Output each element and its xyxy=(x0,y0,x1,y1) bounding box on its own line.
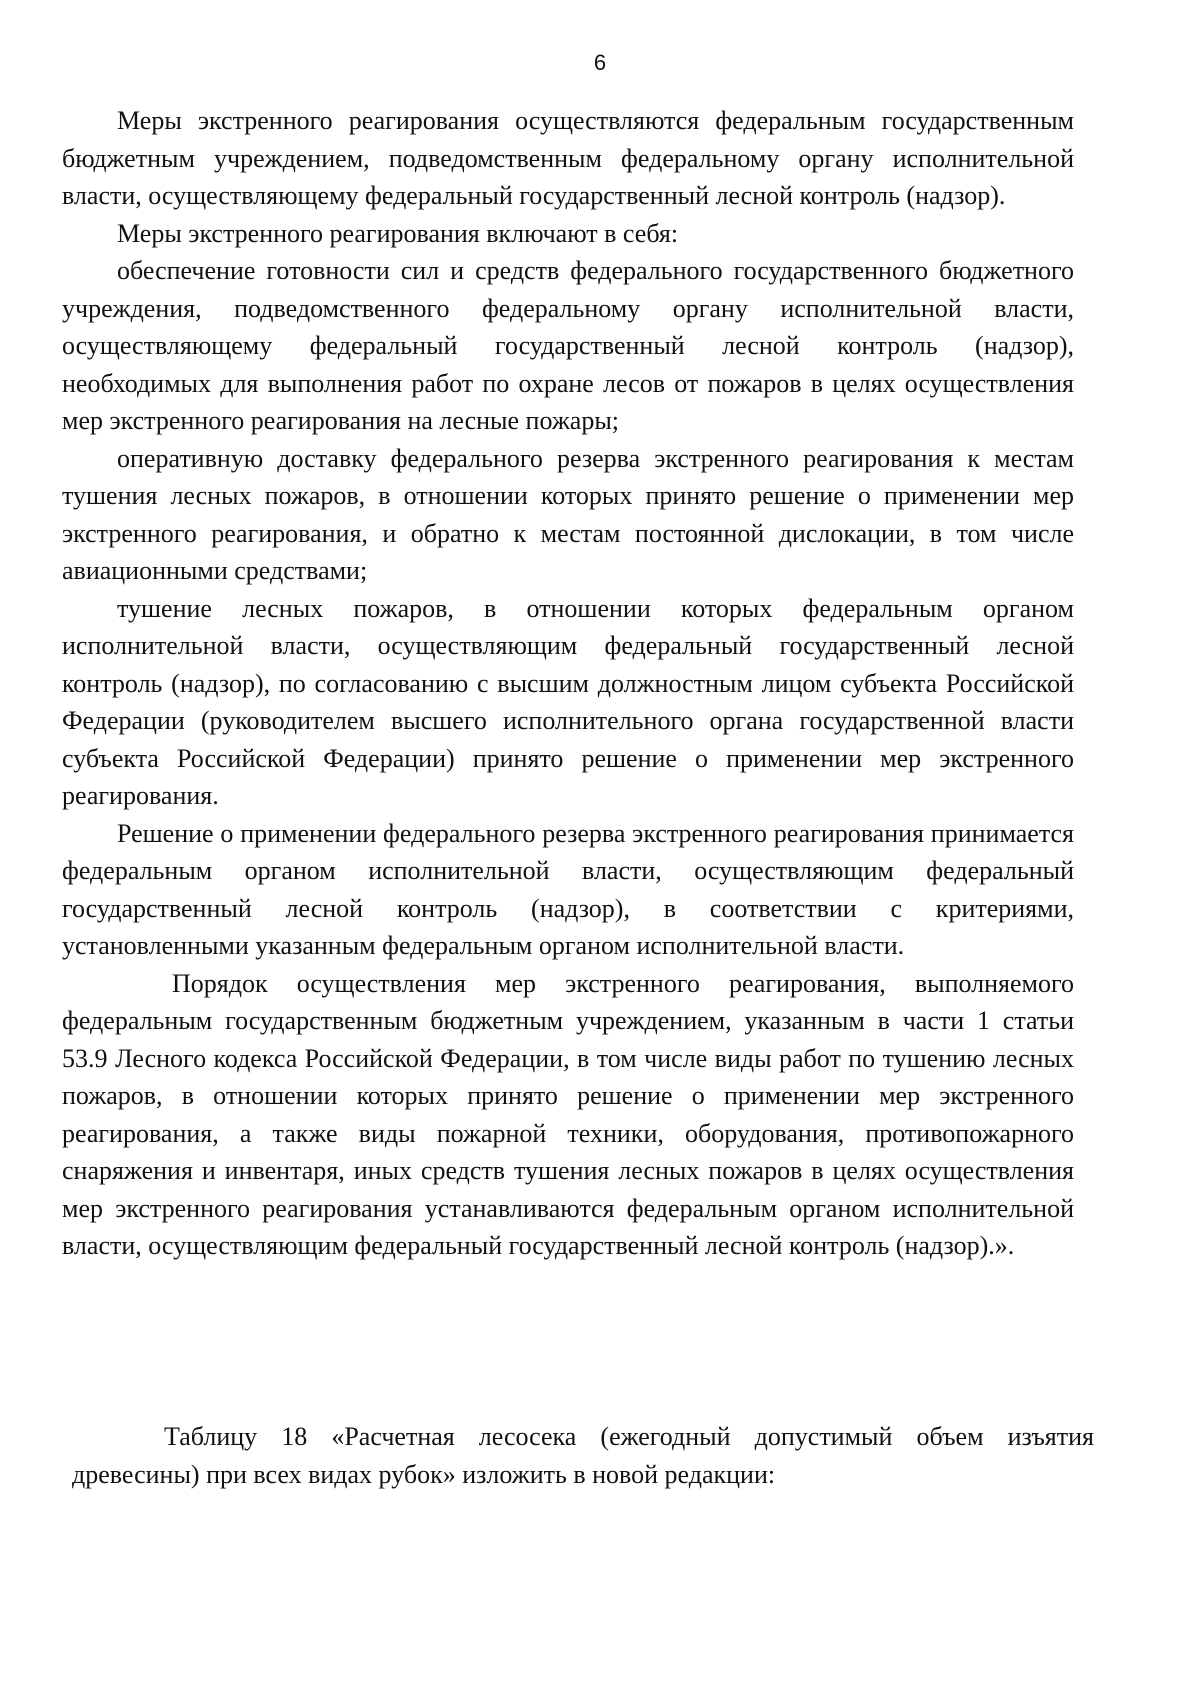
paragraph-reserve-decision: Решение о применении федерального резерва экстренного реагирования принимается федеральным органом исполнительной власти, осуществляющим федеральный государственный лесной контроль (надзор), в соответствии с критериями, установленными указанным федеральным органом исполнительной власти. xyxy=(62,818,1074,960)
table-18-intro-text: Таблицу 18 «Расчетная лесосека (ежегодный допустимый объем изъятия древесины) при всех видах рубок» изложить в новой редакции: xyxy=(72,1422,1094,1489)
paragraph-measures-include: Меры экстренного реагирования включают в себя: xyxy=(117,218,679,248)
paragraph-procedure: Порядок осуществления мер экстренного реагирования, выполняемого федеральным государственным бюджетным учреждением, указанным в части 1 статьи 53.9 Лесного кодекса Российской Федерации, в том числе виды работ по тушению лесных пожаров, в отношении которых принято решение о применении мер экстренного реагирования, а также виды пожарной техники, оборудования, противопожарного снаряжения и инвентаря, иных средств тушения лесных пожаров в целях осуществления мер экстренного реагирования устанавливаются федеральным органом исполнительной власти, осуществляющим федеральный государственный лесной контроль (надзор).». xyxy=(62,968,1074,1260)
paragraph-fire-suppression: тушение лесных пожаров, в отношении которых федеральным органом исполнительной власти, осуществляющим федеральный государственный лесной контроль (надзор), по согласованию с высшим должностным лицом субъекта Российской Федерации (руководителем высшего исполнительного органа государственной власти субъекта Российской Федерации) принято решение о применении мер экстренного реагирования. xyxy=(62,593,1074,810)
paragraph-emergency-measures-executor: Меры экстренного реагирования осуществляются федеральным государственным бюджетным учреждением, подведомственным федеральному органу исполнительной власти, осуществляющему федеральный государственный лесной контроль (надзор). xyxy=(62,106,1074,210)
paragraph-reserve-delivery: оперативную доставку федерального резерва экстренного реагирования к местам тушения лесных пожаров, в отношении которых принято решение о применении мер экстренного реагирования, и обратно к местам постоянной дислокации, в том числе авиационными средствами; xyxy=(62,443,1074,585)
table-18-intro xyxy=(72,1418,1094,1493)
paragraph-readiness-of-forces: обеспечение готовности сил и средств федерального государственного бюджетного учреждения, подведомственного федеральному органу исполнительной власти, осуществляющему федеральный государственный лесной контроль (надзор), необходимых для выполнения работ по охране лесов от пожаров в целях осуществления мер экстренного реагирования на лесные пожары; xyxy=(62,256,1074,435)
page-number: 6 xyxy=(593,50,607,75)
document-body xyxy=(62,102,1074,1265)
